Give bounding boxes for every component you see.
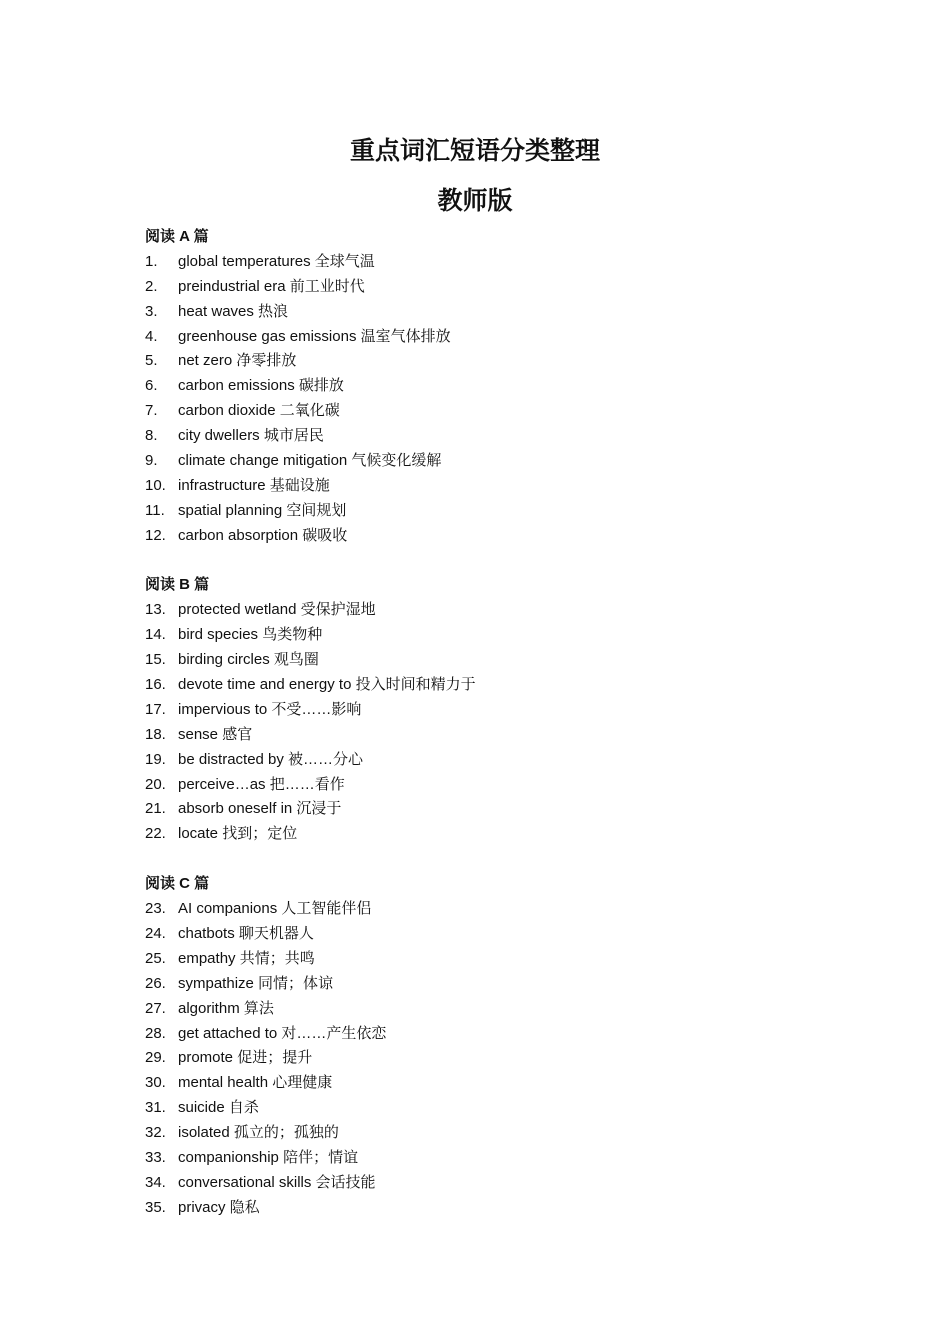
vocab-term: be distracted by 被……分心	[178, 750, 364, 768]
vocab-list	[145, 598, 845, 847]
vocab-term: sense 感官	[178, 725, 253, 743]
vocab-item	[145, 250, 845, 275]
vocab-item	[145, 698, 845, 723]
vocab-term: empathy 共情；共鸣	[178, 949, 315, 967]
vocab-item	[145, 723, 845, 748]
vocab-item	[145, 773, 845, 798]
vocab-item	[145, 325, 845, 350]
vocab-item	[145, 424, 845, 449]
vocab-number: 23.	[145, 900, 166, 918]
vocab-term: carbon absorption 碳吸收	[178, 526, 348, 544]
vocab-number: 18.	[145, 725, 166, 743]
vocab-item	[145, 1121, 845, 1146]
vocab-item	[145, 598, 845, 623]
vocab-term: get attached to 对……产生依恋	[178, 1024, 387, 1042]
vocab-number: 3.	[145, 302, 158, 320]
vocab-term: locate 找到；定位	[178, 825, 298, 843]
vocab-number: 22.	[145, 825, 166, 843]
vocab-item	[145, 399, 845, 424]
vocab-number: 2.	[145, 277, 158, 295]
vocab-term: companionship 陪伴；情谊	[178, 1148, 359, 1166]
vocab-term: preindustrial era 前工业时代	[178, 277, 365, 295]
vocab-item	[145, 300, 845, 325]
vocab-number: 13.	[145, 601, 166, 619]
vocab-item	[145, 474, 845, 499]
section-heading: 阅读 A 篇	[145, 228, 209, 245]
vocab-term: city dwellers 城市居民	[178, 427, 324, 445]
vocab-term: AI companions 人工智能伴侣	[178, 900, 372, 918]
vocab-item	[145, 1046, 845, 1071]
vocab-number: 28.	[145, 1024, 166, 1042]
vocab-number: 5.	[145, 352, 158, 370]
vocab-section	[145, 872, 845, 1220]
vocab-number: 19.	[145, 750, 166, 768]
vocab-number: 6.	[145, 377, 158, 395]
vocab-number: 9.	[145, 452, 158, 470]
vocab-item	[145, 673, 845, 698]
vocab-item	[145, 524, 845, 549]
vocab-term: birding circles 观鸟圈	[178, 651, 319, 669]
vocab-item	[145, 349, 845, 374]
vocab-item	[145, 997, 845, 1022]
vocab-term: bird species 鸟类物种	[178, 626, 323, 644]
vocab-item	[145, 499, 845, 524]
vocab-item	[145, 1171, 845, 1196]
vocab-number: 25.	[145, 949, 166, 967]
vocab-item	[145, 748, 845, 773]
vocab-item	[145, 797, 845, 822]
vocabulary-content	[145, 225, 845, 1221]
vocab-number: 4.	[145, 327, 158, 345]
vocab-item	[145, 1096, 845, 1121]
vocab-number: 1.	[145, 252, 158, 270]
vocab-term: perceive…as 把……看作	[178, 775, 345, 793]
vocab-item	[145, 972, 845, 997]
vocab-term: climate change mitigation 气候变化缓解	[178, 452, 442, 470]
vocab-item	[145, 947, 845, 972]
vocab-number: 29.	[145, 1049, 166, 1067]
vocab-number: 21.	[145, 800, 166, 818]
vocab-term: privacy 隐私	[178, 1198, 260, 1216]
vocab-number: 30.	[145, 1074, 166, 1092]
vocab-term: protected wetland 受保护湿地	[178, 601, 376, 619]
vocab-item	[145, 449, 845, 474]
vocab-item	[145, 822, 845, 847]
vocab-term: carbon dioxide 二氧化碳	[178, 402, 340, 420]
section-spacer	[145, 847, 845, 872]
document-subtitle: 教师版	[437, 187, 513, 215]
vocab-number: 17.	[145, 700, 166, 718]
vocab-number: 7.	[145, 402, 158, 420]
vocab-term: net zero 净零排放	[178, 352, 297, 370]
section-heading: 阅读 C 篇	[145, 875, 210, 893]
vocab-item	[145, 623, 845, 648]
vocab-list	[145, 250, 845, 549]
vocab-term: carbon emissions 碳排放	[178, 377, 344, 395]
vocab-item	[145, 922, 845, 947]
vocab-number: 15.	[145, 651, 166, 669]
vocab-item	[145, 1146, 845, 1171]
vocab-item	[145, 897, 845, 922]
vocab-number: 31.	[145, 1099, 166, 1117]
vocab-number: 33.	[145, 1148, 166, 1166]
vocab-term: impervious to 不受……影响	[178, 700, 362, 718]
vocab-item	[145, 275, 845, 300]
vocab-item	[145, 1196, 845, 1221]
vocab-number: 24.	[145, 924, 166, 942]
vocab-term: heat waves 热浪	[178, 302, 289, 320]
vocab-number: 35.	[145, 1198, 166, 1216]
vocab-section	[145, 573, 845, 872]
section-spacer	[145, 549, 845, 574]
vocab-term: global temperatures 全球气温	[178, 252, 375, 270]
vocab-list	[145, 897, 845, 1221]
vocab-number: 8.	[145, 427, 158, 445]
vocab-term: greenhouse gas emissions 温室气体排放	[178, 327, 451, 345]
vocab-number: 14.	[145, 626, 166, 644]
vocab-term: spatial planning 空间规划	[178, 501, 347, 519]
vocab-term: mental health 心理健康	[178, 1074, 333, 1092]
vocab-term: absorb oneself in 沉浸于	[178, 800, 342, 818]
vocab-term: isolated 孤立的；孤独的	[178, 1124, 339, 1142]
vocab-number: 10.	[145, 476, 166, 494]
vocab-term: infrastructure 基础设施	[178, 476, 330, 494]
vocab-term: suicide 自杀	[178, 1099, 259, 1117]
vocab-term: devote time and energy to 投入时间和精力于	[178, 676, 476, 694]
vocab-section	[145, 225, 845, 573]
vocab-term: chatbots 聊天机器人	[178, 924, 314, 942]
vocab-number: 16.	[145, 676, 166, 694]
vocab-number: 11.	[145, 501, 165, 519]
vocab-item	[145, 1022, 845, 1047]
document-title: 重点词汇短语分类整理	[349, 137, 600, 165]
vocab-number: 34.	[145, 1173, 166, 1191]
vocab-number: 26.	[145, 974, 166, 992]
vocab-item	[145, 1071, 845, 1096]
vocab-term: conversational skills 会话技能	[178, 1173, 376, 1191]
vocab-term: promote 促进；提升	[178, 1049, 313, 1067]
vocab-term: algorithm 算法	[178, 999, 274, 1017]
vocab-number: 27.	[145, 999, 166, 1017]
vocab-number: 20.	[145, 775, 166, 793]
section-heading: 阅读 B 篇	[145, 576, 210, 594]
vocab-item	[145, 374, 845, 399]
vocab-term: sympathize 同情；体谅	[178, 974, 334, 992]
vocab-number: 32.	[145, 1124, 166, 1142]
vocab-item	[145, 648, 845, 673]
vocab-number: 12.	[145, 526, 166, 544]
